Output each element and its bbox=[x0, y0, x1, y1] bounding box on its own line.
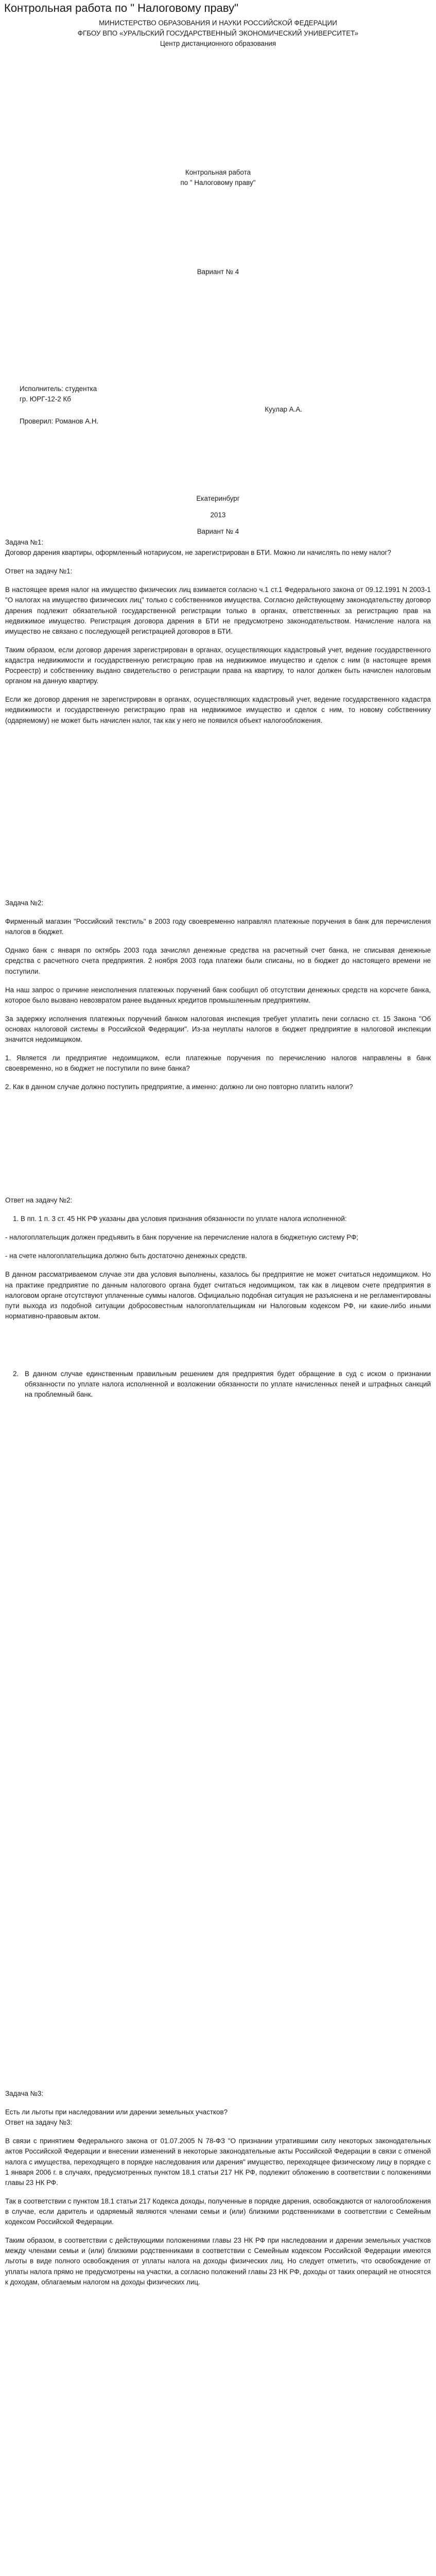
group-label: гр. ЮРГ-12-2 Кб bbox=[20, 395, 71, 403]
variant-repeat-label: Вариант № 4 bbox=[197, 528, 239, 536]
task2-heading: Задача №2: bbox=[5, 899, 44, 907]
task2-section bbox=[5, 898, 431, 1101]
variant-label: Вариант № 4 bbox=[197, 268, 239, 276]
task2-question: 1. Является ли предприятие недоимщиком, если платежные поручения по перечислению налогов направлены в банк своевременно, но в бюджет не поступили по вине банка? bbox=[5, 1054, 431, 1073]
ministry-name: МИНИСТЕРСТВО ОБРАЗОВАНИЯ И НАУКИ РОССИЙСКОЙ ФЕДЕРАЦИИ bbox=[99, 19, 337, 27]
answer1-conclusion: В данном рассматриваемом случае эти два условия выполнены, казалось бы предприятие не может считаться недоимщиком. Но на практике предприятие по данным налогового органа будет считаться недоимщиком, так как в лицевом счете предприятия в налоговом органе отсутствуют уплаченные суммы налогов. Официально подобная ситуация не разъяснена и не регламентированы пути выхода из подобной ситуации добросовестным налогоплательщикам ни Налоговым кодексом РФ, ни какие-либо иными нормативно-правовым актом. bbox=[5, 1270, 431, 1320]
task3-section bbox=[5, 2089, 431, 2296]
task1-answer-paragraph: Таким образом, если договор дарения зарегистрирован в органах, осуществляющих кадастровый учет, ведение государственного кадастра недвижимости и государственную регистрацию прав на недвижимое имущество и сделок с ним (в настоящее время Росреестр) и собственнику выдано свидетельство о регистрации права на квартиру, то налог должен быть начислен налоговым органом на данную квартиру. bbox=[5, 646, 431, 685]
task2-answer-item: 2. В данном случае единственным правильным решением для предприятия будет обращение в суд с иском о признании обязанности по уплате налога исполненной и возложении обязанности по уплате начисленных пеней и штрафных санкций на проблемный банк. bbox=[21, 1369, 431, 1400]
executor-label: Исполнитель: студентка bbox=[20, 385, 97, 393]
task1-answer-heading: Ответ на задачу №1: bbox=[5, 567, 73, 575]
cover-city-year bbox=[5, 494, 431, 537]
task3-answer-paragraph: Таким образом, в соответствии с действующими положениями главы 23 НК РФ при наследовании и дарении земельных участков между членами семьи и (или) близкими родственниками в соответствии с Семейным кодексом Российской Федерации имеются льготы в виде полного освобождения от уплаты налога на доходы физических лиц. Но следует отметить, что освобождение от уплаты налога прямо не предусмотрены на участки, а согласно положений главы 23 НК РФ, доходы от таких операций не относятся к доходам, облагаемым налогом на доходы физических лиц. bbox=[5, 2236, 431, 2286]
page-title: Контрольная работа по " Налоговому праву" bbox=[4, 2, 238, 14]
task2-answer-section bbox=[5, 1195, 431, 1400]
task2-answer-heading: Ответ на задачу №2: bbox=[5, 1196, 73, 1204]
center-name: Центр дистанционного образования bbox=[160, 40, 276, 48]
student-name: Куулар А.А. bbox=[265, 405, 302, 413]
task2-question: 2. Как в данном случае должно поступить предприятие, а именно: должно ли оно повторно платить налоги? bbox=[5, 1083, 353, 1091]
cover-executor bbox=[20, 384, 431, 404]
checker-label: Проверил: Романов А.Н. bbox=[20, 417, 99, 425]
task3-answer-paragraph: Так в соответствии с пунктом 18.1 статьи 217 Кодекса доходы, полученные в порядке дарения, освобождаются от налогообложения в случае, если даритель и одаряемый являются членами семьи и (или) близкими родственниками в соответствии с Семейным кодексом Российской Федерации. bbox=[5, 2197, 431, 2226]
task1-section bbox=[5, 537, 431, 734]
task3-answer-paragraph: В связи с принятием Федерального закона от 01.07.2005 N 78-ФЗ "О признании утратившими силу некоторых законодательных актов Российской Федерации и внесении изменений в некоторые законодательные акты Российской Федерации в связи с отменой налога с имущества, переходящего в порядке наследования или дарения" имущество, переходящее физическому лицу в порядке с 1 января 2006 г. в случаях, предусмотренных пунктом 18.1 статьи 217 НК РФ, подлежит обложению в соответствии с положениями главы 23 НК РФ. bbox=[5, 2137, 431, 2187]
answer1-conditions: 1. В пп. 1 п. 3 ст. 45 НК РФ указаны два условия признания обязанности по уплате налога исполненной: bbox=[21, 1215, 347, 1223]
task2-answer-list bbox=[5, 1214, 431, 1400]
task1-question: Договор дарения квартиры, оформленный нотариусом, не зарегистрирован в БТИ. Можно ли начислять по нему налог? bbox=[5, 549, 391, 557]
university-name: ФГБОУ ВПО «УРАЛЬСКИЙ ГОСУДАРСТВЕННЫЙ ЭКОНОМИЧЕСКИЙ УНИВЕРСИТЕТ» bbox=[77, 29, 359, 38]
task2-paragraph: За задержку исполнения платежных поручений банком налоговая инспекция требует уплатить пени согласно ст. 15 Закона "Об основах налоговой системы в Российской Федерации". Из-за неуплаты налогов в бюджет предприятие в налоговой инспекции значится недоимщиком. bbox=[5, 1014, 431, 1044]
answer1-condition: - налогоплательщик должен предъявить в банк поручение на перечисление налога в бюджетную систему РФ; bbox=[5, 1233, 358, 1242]
task2-paragraph: На наш запрос о причине неисполнения платежных поручений банк сообщил об отсутствии денежных средств на корсчете банка, которое было вызвано невозвратом ранее выданных кредитов промышленным предприятиям. bbox=[5, 986, 431, 1004]
task2-paragraph: Фирменный магазин "Российский текстиль" в 2003 году своевременно направлял платежные поручения в банк для перечисления налогов в бюджет. bbox=[5, 918, 431, 936]
task2-answer-item bbox=[5, 1214, 431, 1321]
city-label: Екатеринбург bbox=[196, 495, 240, 502]
task3-question: Есть ли льготы при наследовании или дарении земельных участков? bbox=[5, 2108, 228, 2116]
work-subject: по " Налоговому праву" bbox=[180, 179, 256, 187]
cover-variant bbox=[5, 267, 431, 277]
answer1-condition: - на счете налогоплательщика должно быть достаточно денежных средств. bbox=[5, 1252, 247, 1260]
year-label: 2013 bbox=[210, 511, 226, 519]
university-header bbox=[5, 18, 431, 49]
work-title: Контрольная работа bbox=[185, 168, 251, 176]
task1-heading: Задача №1: bbox=[5, 538, 44, 546]
task2-paragraph: Однако банк с января по октябрь 2003 года зачислял денежные средства на расчетный счет банка, не списывая денежные средства с расчетного счета предприятия. 2 ноября 2003 года платежи были списаны, но в бюджет до настоящего времени не поступили. bbox=[5, 946, 431, 975]
task1-answer-paragraph: Если же договор дарения не зарегистрирован в органах, осуществляющих кадастровый учет, ведение государственного кадастра недвижимости и государственную регистрацию прав на недвижимое имущество и сделок с ним, то новому собственнику (одаряемому) не может быть начислен налог, так как у него не появился объект налогообложения. bbox=[5, 696, 431, 724]
cover-work-title bbox=[5, 167, 431, 188]
task3-answer-heading: Ответ на задачу №3: bbox=[5, 2119, 73, 2127]
task1-answer-paragraph: В настоящее время налог на имущество физических лиц взимается согласно ч.1 ст.1 Федерального закона от 09.12.1991 N 2003-1 "О налогах на имущество физических лиц" только с собственников имущества. Согласно действующему законодательству договор дарения подлежит обязательной государственной регистрации только в органах, ответственных за регистрацию прав на недвижимое имущество. Регистрация договора дарения в БТИ не предусмотрено законодательством. Начисление налога на имущество не связано с последующей регистрацией договоров в БТИ. bbox=[5, 586, 431, 635]
task3-heading: Задача №3: bbox=[5, 2090, 44, 2097]
